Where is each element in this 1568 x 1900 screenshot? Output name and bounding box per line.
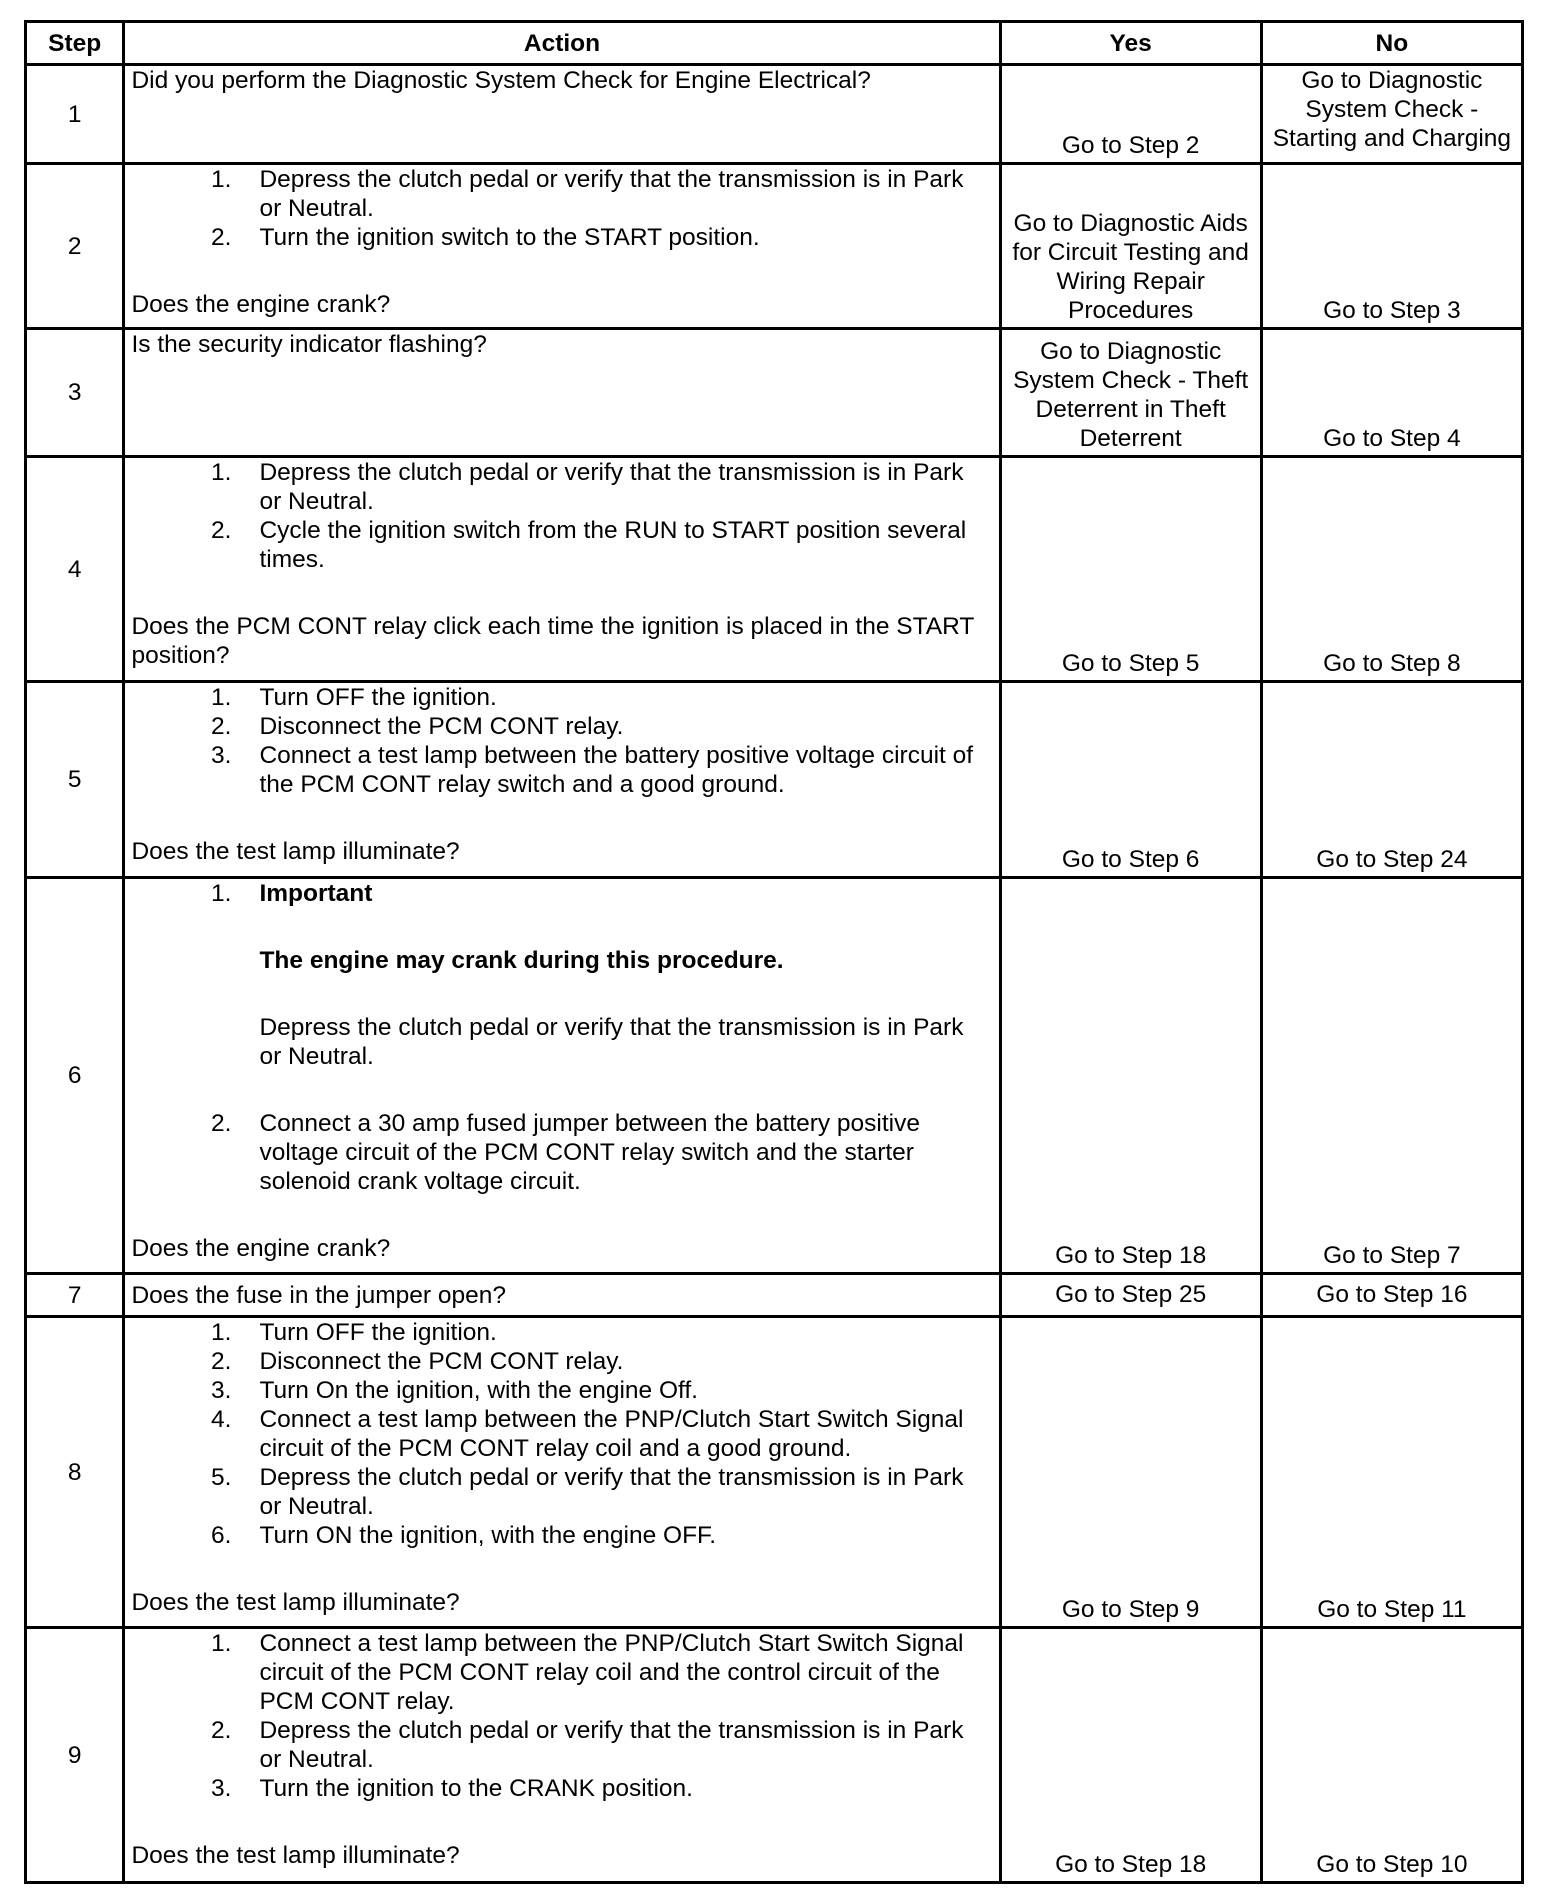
action-item-text: Depress the clutch pedal or verify that the transmission is in Park or Neutral. <box>259 1014 964 1070</box>
action-question: Does the test lamp illuminate? <box>131 1589 460 1616</box>
action-item: 3. Connect a test lamp between the battery positive voltage circuit of the PCM CONT relay switch and a good ground. <box>211 742 974 798</box>
action-item: 2. Connect a 30 amp fused jumper between the battery positive voltage circuit of the PCM CONT relay switch and the starter solenoid crank voltage circuit. <box>211 1110 920 1195</box>
yes-result: Go to Step 18 <box>1000 878 1261 1274</box>
action-item: 4. Connect a test lamp between the PNP/Clutch Start Switch Signal circuit of the PCM CONT relay coil and a good ground. <box>211 1406 964 1462</box>
action-item: 1. Connect a test lamp between the PNP/Clutch Start Switch Signal circuit of the PCM CONT relay coil and the control circuit of the PCM CONT relay. <box>211 1630 964 1715</box>
action-item: 2. Disconnect the PCM CONT relay. <box>211 713 624 740</box>
table-row <box>26 682 1523 878</box>
action-item: 2. Turn the ignition switch to the START position. <box>211 224 760 251</box>
action-question: Does the test lamp illuminate? <box>131 838 460 865</box>
yes-result: Go to Diagnostic System Check - Theft Deterrent in Theft Deterrent <box>1000 329 1261 457</box>
no-result: Go to Step 4 <box>1261 329 1522 457</box>
no-result: Go to Diagnostic System Check - Starting and Charging <box>1261 65 1522 164</box>
diagnostic-table <box>24 20 1524 1884</box>
no-result: Go to Step 8 <box>1261 457 1522 682</box>
action-question: Does the engine crank? <box>131 1235 391 1262</box>
action-question: Is the security indicator flashing? <box>131 331 487 358</box>
yes-result: Go to Diagnostic Aids for Circuit Testing and Wiring Repair Procedures <box>1000 164 1261 329</box>
header-action: Action <box>124 22 1000 65</box>
table-row <box>26 1628 1523 1883</box>
action-item: 1. Important <box>131 879 990 908</box>
yes-result: Go to Step 5 <box>1000 457 1261 682</box>
no-result: Go to Step 16 <box>1261 1274 1522 1317</box>
action-cell <box>124 1274 1000 1317</box>
header-no: No <box>1261 22 1522 65</box>
table-row <box>26 878 1523 1274</box>
action-item: 2. Depress the clutch pedal or verify that the transmission is in Park or Neutral. <box>211 1717 964 1773</box>
no-result: Go to Step 11 <box>1261 1317 1522 1628</box>
step-number: 4 <box>26 457 124 682</box>
no-result: Go to Step 7 <box>1261 878 1522 1274</box>
header-yes: Yes <box>1000 22 1261 65</box>
step-number: 6 <box>26 878 124 1274</box>
action-cell <box>124 682 1000 878</box>
action-cell <box>124 457 1000 682</box>
action-item: 1. Turn OFF the ignition. <box>211 1319 497 1346</box>
table-row <box>26 1274 1523 1317</box>
action-item: 2. Disconnect the PCM CONT relay. <box>211 1348 624 1375</box>
table-row <box>26 65 1523 164</box>
step-number: 8 <box>26 1317 124 1628</box>
step-number: 9 <box>26 1628 124 1883</box>
step-number: 2 <box>26 164 124 329</box>
action-cell <box>124 65 1000 164</box>
action-item: 5. Depress the clutch pedal or verify that the transmission is in Park or Neutral. <box>211 1464 964 1520</box>
action-item: 2. Cycle the ignition switch from the RUN to START position several times. <box>211 517 967 573</box>
yes-result: Go to Step 2 <box>1000 65 1261 164</box>
action-question: Did you perform the Diagnostic System Check for Engine Electrical? <box>131 67 871 94</box>
action-question: Does the PCM CONT relay click each time the ignition is placed in the START position? <box>131 613 974 669</box>
action-question: Does the engine crank? <box>131 291 391 318</box>
important-label: Important <box>259 880 373 907</box>
action-question: Does the fuse in the jumper open? <box>131 1281 506 1309</box>
header-step: Step <box>26 22 124 65</box>
action-question: Does the test lamp illuminate? <box>131 1842 460 1869</box>
yes-result: Go to Step 18 <box>1000 1628 1261 1883</box>
action-cell <box>124 1317 1000 1628</box>
table-row <box>26 457 1523 682</box>
no-result: Go to Step 24 <box>1261 682 1522 878</box>
action-item: 6. Turn ON the ignition, with the engine OFF. <box>211 1522 717 1549</box>
yes-result: Go to Step 9 <box>1000 1317 1261 1628</box>
no-result: Go to Step 3 <box>1261 164 1522 329</box>
step-number: 3 <box>26 329 124 457</box>
action-item: 1. Turn OFF the ignition. <box>211 684 497 711</box>
step-number: 7 <box>26 1274 124 1317</box>
action-cell <box>124 878 1000 1274</box>
action-item: 1. Depress the clutch pedal or verify that the transmission is in Park or Neutral. <box>211 459 964 515</box>
header-row <box>26 22 1523 65</box>
action-item: 3. Turn On the ignition, with the engine Off. <box>211 1377 698 1404</box>
yes-result: Go to Step 6 <box>1000 682 1261 878</box>
no-result: Go to Step 10 <box>1261 1628 1522 1883</box>
table-row <box>26 329 1523 457</box>
step-number: 1 <box>26 65 124 164</box>
caution-text: The engine may crank during this procedure. <box>259 947 784 974</box>
action-cell <box>124 164 1000 329</box>
action-cell <box>124 329 1000 457</box>
action-item: 3. Turn the ignition to the CRANK position. <box>211 1775 693 1802</box>
step-number: 5 <box>26 682 124 878</box>
action-item: 1. Depress the clutch pedal or verify that the transmission is in Park or Neutral. <box>211 166 964 222</box>
yes-result: Go to Step 25 <box>1000 1274 1261 1317</box>
table-row <box>26 164 1523 329</box>
table-row <box>26 1317 1523 1628</box>
action-cell <box>124 1628 1000 1883</box>
